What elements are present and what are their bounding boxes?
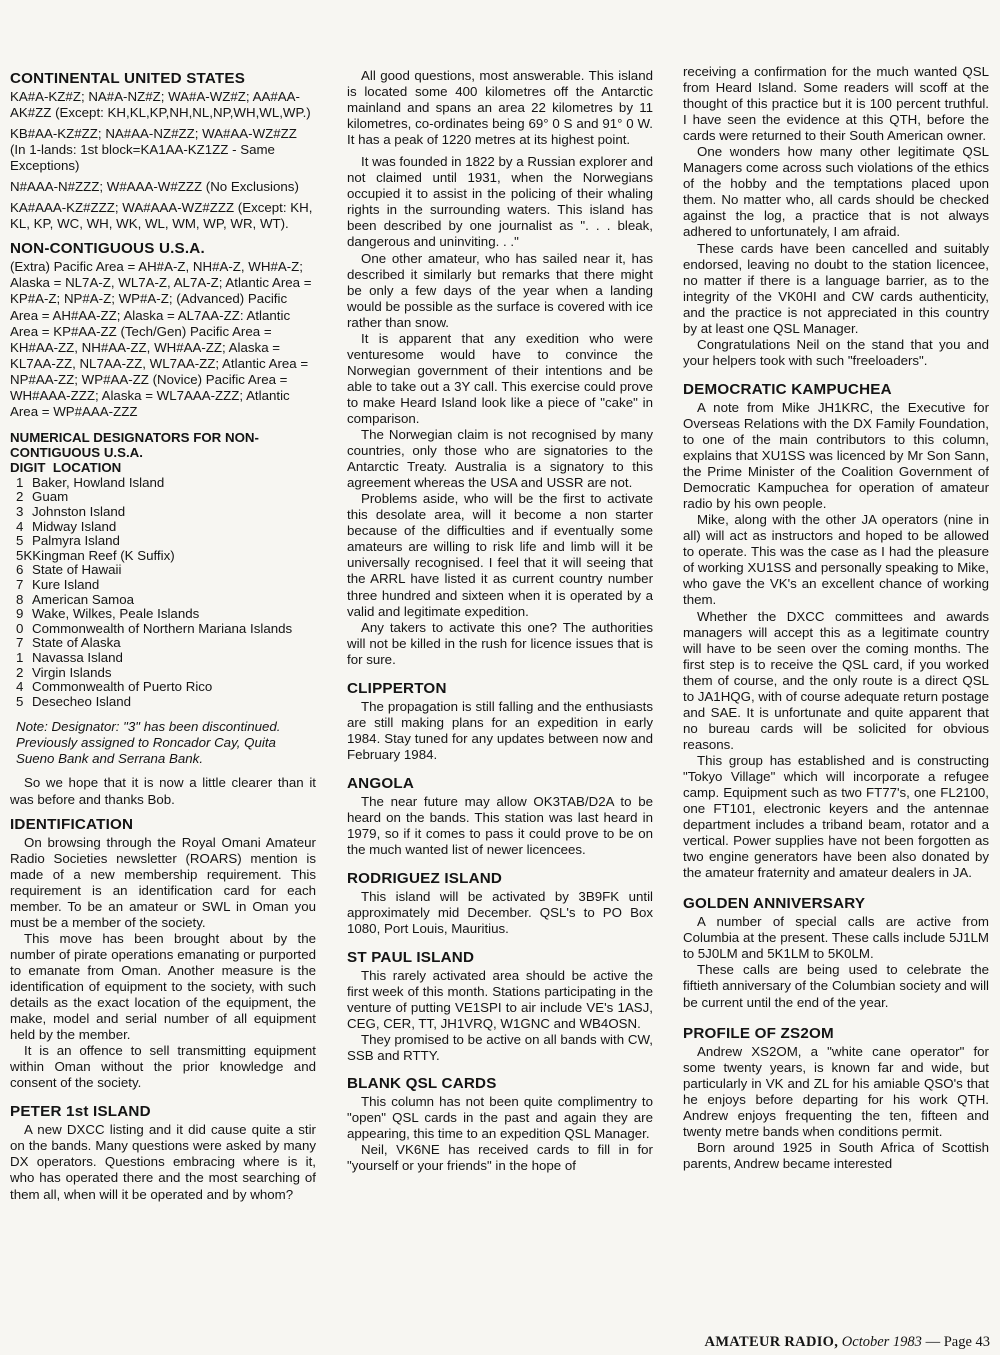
designator-item (16, 651, 316, 666)
paragraph: This move has been brought about by the number of pirate operations emanating or purported to emanate from Oman. Another measure is the identification of equipment to the society, with such details as the exact location of the equipment, the make, model and serial number of all equipment held by the member. (10, 930, 316, 1043)
paragraph: N#AAA-N#ZZZ; W#AAA-W#ZZZ (No Exclusions) (10, 179, 299, 195)
paragraph: KA#AAA-KZ#ZZZ; WA#AAA-WZ#ZZZ (Except: KH, KL, KP, WC, WH, WK, WL, WM, WP, WR, WT). (10, 200, 313, 232)
designator-digit: 7 (16, 635, 24, 651)
paragraph: Andrew XS2OM, a "white cane operator" for some twenty years, is known far and wide, but particularly in VK and ZL for his amiable QSO's that he enjoys before departing for his work QTH. Andrew enjoys frequenting the ten, fifteen and twenty metre bands when conditions permit. (683, 1043, 989, 1139)
designator-location: Baker, Howland Island (32, 474, 165, 490)
designator-digit: 1 (16, 474, 24, 490)
designator-digit: 5 (16, 693, 24, 709)
paragraph: Any takers to activate this one? The authorities will not be killed in the rush for licence issues that is for sure. (347, 619, 653, 667)
designator-location: Palmyra Island (32, 533, 120, 549)
heading-line: DIGIT LOCATION (10, 459, 122, 475)
designator-location: Navassa Island (32, 649, 123, 665)
section-heading-clipperton: CLIPPERTON (347, 679, 447, 697)
paragraph: Congratulations Neil on the stand that you and your helpers took with such "freeloaders". (683, 336, 989, 368)
issue-date: October 1983 (841, 1334, 922, 1350)
designator-item (16, 490, 316, 505)
designator-digit: 2 (16, 489, 24, 505)
designator-digit: 2 (16, 664, 24, 680)
section-heading-blank-qsl-cards: BLANK QSL CARDS (347, 1074, 497, 1092)
designator-location: Johnston Island (32, 504, 126, 520)
designator-location: Desecheo Island (32, 693, 132, 709)
paragraph: A new DXCC listing and it did cause quite a stir on the bands. Many questions were asked by many DX operators. Questions embracing where is it, who has operated there and the most searching of them all, when will it be operated and by whom? (10, 1122, 316, 1202)
designator-location: Commonwealth of Puerto Rico (32, 679, 213, 695)
designator-item (16, 622, 316, 637)
paragraph: KA#A-KZ#Z; NA#A-NZ#Z; WA#A-WZ#Z; AA#AA-AK#ZZ (Except: KH,KL,KP,NH,NL,NP,WH,WL,WP.) (10, 89, 311, 121)
designator-digit: 0 (16, 620, 24, 636)
paragraph: The near future may allow OK3TAB/D2A to be heard on the bands. This station was last heard in 1979, so if it comes to pass it could prove to be on the much wanted list of newer licencees. (347, 793, 653, 858)
paragraph: One other amateur, who has sailed near it, has described it similarly but remarks that there might be only a few days of the year when a landing would be possible as the surface is covered with ice rather than snow. (347, 250, 653, 330)
magazine-name: AMATEUR RADIO, (704, 1334, 839, 1350)
designator-item (16, 520, 316, 535)
paragraph: It is an offence to sell transmitting equipment within Oman without the prior knowledge and consent of the society. (10, 1043, 316, 1091)
paragraph: All good questions, most answerable. This island is located some 400 kilometres off the Antarctic mainland and spans an area 22 kilometres by 11 kilometres, co-ordinates being 69° 0 S and 91° 0 W. It has a peak of 1220 metres at its highest point. (347, 68, 653, 148)
section-heading-golden-anniversary: GOLDEN ANNIVERSARY (683, 895, 866, 913)
paragraph: This column has not been quite complimentry to "open" QSL cards in the past and again they are appearing, this time to an expedition QSL Manager. (347, 1093, 653, 1141)
paragraph: This island will be activated by 3B9FK until approximately mid December. QSL's to PO Box 1080, Port Louis, Mauritius. (347, 889, 653, 937)
designator-location: State of Hawaii (32, 562, 122, 578)
designator-item (16, 578, 316, 593)
paragraph: One wonders how many other legitimate QSL Managers come across such violations of the ethics of the hobby and the temptations placed upon them. No matter who, all cards should be checked against the log, a practice that is not always adhered to unfortunately, I am afraid. (683, 144, 989, 240)
designator-digit: 4 (16, 679, 24, 695)
designator-item (16, 593, 316, 608)
designator-item (16, 666, 316, 681)
designator-location: American Samoa (32, 591, 134, 607)
paragraph: KB#AA-KZ#ZZ; NA#AA-NZ#ZZ; WA#AA-WZ#ZZ (In 1-lands: 1st block=KA1AA-KZ1ZZ - Same Exceptions) (10, 126, 297, 174)
paragraph: (Extra) Pacific Area = AH#A-Z, NH#A-Z, WH#A-Z; Alaska = NL7A-Z, WL7A-Z, AL7A-Z; Atlantic Area = KP#A-Z; NP#A-Z; WP#A-Z; (Advanced) Pacific Area = AH#AA-ZZ; Alaska = AL7AA-ZZ: Atlantic Area = KP#AA-ZZ (Tech/Gen) Pacific Area = KH#AA-ZZ, NH#AA-ZZ, WH#AA-ZZ; Alaska = KL7AA-ZZ, NL7AA-ZZ, WL7AA-ZZ; Atlantic Area = NP#AA-ZZ; WP#AA-ZZ (Novice) Pacific Area = WH#AAA-ZZZ; Alaska = WL7AAA-ZZZ; Atlantic Area = WP#AAA-ZZZ (10, 259, 312, 419)
paragraph: A number of special calls are active from Columbia at the present. These calls include 5J1LM to 5J0LM and 5K1LM to 5K0LM. (683, 914, 989, 962)
paragraph: On browsing through the Royal Omani Amateur Radio Societies newsletter (ROARS) mention is made of a new membership requirement. This requirement is an identification card for each member. To be an amateur or SWL in Oman you must be a member of the society. (10, 834, 316, 930)
designator-list (16, 476, 316, 710)
paragraph: So we hope that it is now a little clearer than it was before and thanks Bob. (10, 775, 316, 807)
designator-item (16, 534, 316, 549)
paragraph: Whether the DXCC committees and awards managers will accept this as a legitimate country will have to be seen over the coming months. The first step is to receive the QSL card, if you worked them of course, and the only route is a direct QSL to JA1HQG, with of course adequate return postage and SAE. It is unfortunate and quite apparent that no bureau cards will be solicited for obvious reasons. (683, 608, 990, 752)
paragraph: This rarely activated area should be active the first week of this month. Stations participating in the venture of putting VE1SPI to air include VE's 1ASJ, CEG, CER, TT, JH1VRQ, W1GNC and WB4OSN. (347, 968, 653, 1032)
designator-item (16, 636, 316, 651)
paragraph: These calls are being used to celebrate the fiftieth anniversary of the Columbian society and will be current until the end of the year. (683, 962, 989, 1010)
designator-digit: 5K (16, 547, 33, 563)
section-heading-numerical-designators (10, 430, 316, 475)
designator-digit: 9 (16, 606, 24, 622)
designator-digit: 3 (16, 504, 24, 520)
designator-item (16, 563, 316, 578)
designator-item (16, 680, 316, 695)
designator-digit: 5 (16, 533, 24, 549)
designator-digit: 1 (16, 649, 24, 665)
designator-digit: 4 (16, 518, 24, 534)
paragraph: The Norwegian claim is not recognised by many countries, only those who are signatories to the Antarctic Treaty. Australia is a signatory to this agreement whereas the USA and USSR are not. (347, 427, 653, 491)
designator-location: Wake, Wilkes, Peale Islands (32, 606, 200, 622)
paragraph: These cards have been cancelled and suitably endorsed, leaving no doubt to the station licencee, no matter if there is a language barrier, as to the integrity of the VK0HI and CW cards authenticity, and the practice is not appreciated in this country by at least one QSL Manager. (683, 240, 989, 336)
designator-location: Kure Island (32, 577, 100, 592)
paragraph: receiving a confirmation for the much wanted QSL from Heard Island. Some readers will scoff at the thought of this practice but it is 100 percent truthful. I have seen the evidence at this QTH, before the cards were returned to their South American owner. (683, 64, 989, 144)
paragraph: This group has established and is constructing "Tokyo Village" which will incorporate a refugee camp. Equipment such as two FT77's, one FL2100, one FT101, electronic keyers and the antennae department includes a triband beam, rotator and a vertical. Power supplies have not been forgotten as two engine generators have been also donated by the amateur fraternity and amateur dealers in JA. (683, 752, 989, 881)
designator-digit: 8 (16, 591, 24, 607)
paragraph: Problems aside, who will be the first to activate this desolate area, will it become a non starter because of the difficulties and if eventually some amateurs are willing to risk life and limb will it be universally recognised. I feel that it will seeing that the ARRL have listed it as current country number three hundred and sixteen when it is operated by a valid and legitimate expedition. (347, 491, 653, 619)
heading-line: CONTIGUOUS U.S.A. (10, 444, 143, 460)
designator-location: Virgin Islands (32, 664, 112, 680)
section-heading-democratic-kampuchea: DEMOCRATIC KAMPUCHEA (683, 380, 892, 398)
section-heading-angola: ANGOLA (347, 774, 415, 792)
page-number: — Page 43 (925, 1334, 990, 1350)
paragraph: They promised to be active on all bands with CW, SSB and RTTY. (347, 1032, 653, 1064)
section-heading-non-contiguous: NON-CONTIGUOUS U.S.A. (10, 240, 205, 258)
designator-location: Midway Island (32, 518, 117, 534)
designator-location: Kingman Reef (K Suffix) (32, 547, 175, 563)
designator-item (16, 505, 316, 520)
section-heading-identification: IDENTIFICATION (10, 815, 134, 833)
section-heading-rodriguez-island: RODRIGUEZ ISLAND (347, 870, 503, 888)
paragraph: The propagation is still falling and the enthusiasts are still making plans for an expedition in early 1984. Stay tuned for any updates between now and February 1984. (347, 698, 653, 762)
designator-item (16, 476, 316, 491)
paragraph: Neil, VK6NE has received cards to fill in for "yourself or your friends" in the hope of (347, 1141, 653, 1173)
designator-digit: 7 (16, 577, 24, 592)
paragraph: Born around 1925 in South Africa of Scottish parents, Andrew became interested (683, 1139, 989, 1171)
page-footer (628, 1334, 990, 1351)
heading-line: NUMERICAL DESIGNATORS FOR NON- (10, 429, 259, 445)
section-heading-peter-island: PETER 1st ISLAND (10, 1103, 151, 1121)
designator-location: Commonwealth of Northern Mariana Islands (32, 620, 293, 636)
section-heading-st-paul-island: ST PAUL ISLAND (347, 949, 475, 967)
note-paragraph: Note: Designator: "3" has been discontinued. Previously assigned to Roncador Cay, Quita Sueno Bank and Serrana Bank. (16, 719, 281, 767)
designator-location: Guam (32, 489, 69, 505)
designator-digit: 6 (16, 562, 24, 578)
paragraph: A note from Mike JH1KRC, the Executive for Overseas Relations with the DX Family Foundation, to one of the main contributors to this column, explains that XU1SS was licenced by Mr Son Sann, the Prime Minister of the Coalition Government of Democratic Kampuchea for operation of amateur radio by his own people. (683, 399, 989, 512)
column-3 (683, 64, 989, 1172)
designator-item (16, 695, 316, 710)
column-1 (10, 62, 316, 1203)
designator-item (16, 549, 316, 564)
paragraph: It is apparent that any exedition who were venturesome would have to convince the Norwegian government of their intentions and be able to take out a 3Y call. This exercise could prove to make Heard Island look like a piece of "cake" in comparison. (347, 330, 653, 426)
designator-item (16, 607, 316, 622)
paragraph: Mike, along with the other JA operators (nine in all) will act as instructors and hoped to be allowed to operate. This was the case as I had the pleasure of working XU1SS and personally speaking to Mike, who gave the VK's an excellent chance of working them. (683, 512, 989, 608)
section-heading-profile-zs2om: PROFILE OF ZS2OM (683, 1024, 834, 1042)
paragraph: It was founded in 1822 by a Russian explorer and not claimed until 1931, when the Norwegians occupied it to assist in the policing of their whaling rights in the surrounding waters. This island has been described by one journalist as ". . . bleak, dangerous and uninviting. . ." (347, 154, 653, 250)
section-heading-continental-us: CONTINENTAL UNITED STATES (10, 70, 246, 87)
designator-location: State of Alaska (32, 635, 121, 651)
column-2 (347, 68, 653, 1174)
